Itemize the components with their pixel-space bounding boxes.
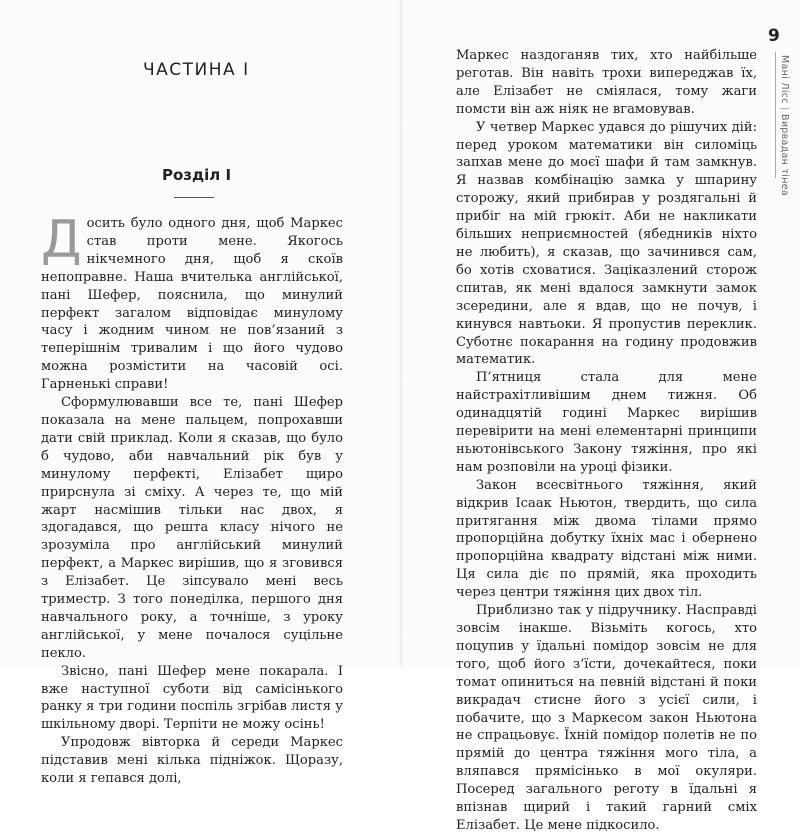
- running-head-title: Вирвадан тінеа: [779, 114, 790, 197]
- running-head-rule: [775, 52, 776, 178]
- paragraph: Звісно, пані Шефер мене покарала. І вже наступної суботи від самісінького ранку я три години поспіль згрібав листя у шкільному дворі. Терпіти не можу осінь!: [41, 663, 343, 733]
- drop-cap: Д: [41, 210, 82, 270]
- paragraph: У четвер Маркес удався до рішучих дій: перед уроком математики він силоміць запхав мене до моєї шафи й там замкнув. Я назвав комбінацію замка у шпарину сторожу, який прибирав у роздягальні й прибіг на мій грюкіт. Аби не накликати більших неприємностей (ябедників ніхто не любить), я сказав, що зачинився сам, бо хотів сховатися. Заціказлений сторож спитав, як мені вдалося замкнути замок зсередини, але я вдав, що не почув, і кинувся навтьоки. Я пропустив переклик. Суботнє покарання на годину продовжив математик.: [456, 119, 757, 368]
- book-gutter: [398, 0, 404, 667]
- paragraph: Упродовж вівторка й середи Маркес підставив мені кілька підніжок. Щоразу, коли я гепався долі,: [41, 735, 343, 787]
- running-head: [779, 55, 790, 196]
- paragraph: П’ятниця стала для мене найстрахітливішим днем тижня. Об одинадцятій годині Маркес вирішив перевірити на мені елементарні принципи ньютонівського Закону тяжіння, про які нам розповіли на уроці фізики.: [456, 370, 757, 475]
- paragraph: Сформулювавши все те, пані Шефер показала на мене пальцем, попрохавши дати свій приклад. Коли я сказав, що було б чудово, аби навчальний рік був у минулому перфекті, Елізабет щиро прирснула зі сміху. А через те, що мій жарт насмішив тільки нас двох, я здогадався, що решта класу нічого не зрозуміла про англійський минулий перфект, а Маркес вирішив, що я зговився з Елізабет. Це зіпсувало мені весь триместр. З того понеділка, першого дня навчального року, а точніше, з уроку англійської, у мене почалося суцільне пекло.: [41, 395, 343, 661]
- running-head-separator: |: [779, 107, 790, 111]
- paragraph: Закон всесвітнього тяжіння, який відкрив Ісаак Ньютон, твердить, що сила притягання між двома тілами прямо пропорційна добутку їхніх мас і обернено пропорційна квадрату відстані між ними. Ця сила діє по прямій, яка проходить через центри тяжіння цих двох тіл.: [456, 477, 757, 601]
- paragraph: Приблизно так у підручнику. Насправді зовсім інакше. Візьміть когось, хто поцупив у їдальні помідор зовсім не для того, щоб його з’їсти, дочекайтеся, поки томат опиниться на певній відстані й поки викрадач стисне його з усієї сили, і побачите, що з Маркесом закон Ньютона не спрацьовує. Їхній помідор полетів не по прямій до центра тяжіння мого тіла, а вляпався прямісінько в мої окуляри. Посеред загального реготу в їдальні я впізнав щирий і такий гарний сміх Елізабет. Це мене підкосило.: [456, 603, 757, 833]
- paragraph: осить було одного дня, щоб Маркес став проти мене. Якогось нікчемного дня, щоб я скоїв непоправне. Наша вчителька англійської, пані Шефер, пояснила, що минулий перфект загалом відповідає минулому часу і жодним чином не пов’язаний з теперішнім тривалим і що його чудово можна розмістити на часовій осі. Гарненькі справи!: [41, 216, 343, 393]
- left-page-text: [41, 210, 343, 788]
- part-title: ЧАСТИНА І: [143, 60, 250, 80]
- right-page-text: [456, 47, 757, 835]
- page-number: 9: [768, 26, 780, 46]
- chapter-title: Розділ І: [162, 166, 232, 184]
- chapter-divider: [174, 197, 214, 198]
- paragraph: Маркес наздоганяв тих, хто найбільше реготав. Він навіть трохи випереджав їх, але Елізабет не сміялася, тому жаги помсти він аж ніяк не вгамовував.: [456, 48, 757, 117]
- running-head-author: Мані Лісс: [779, 55, 790, 104]
